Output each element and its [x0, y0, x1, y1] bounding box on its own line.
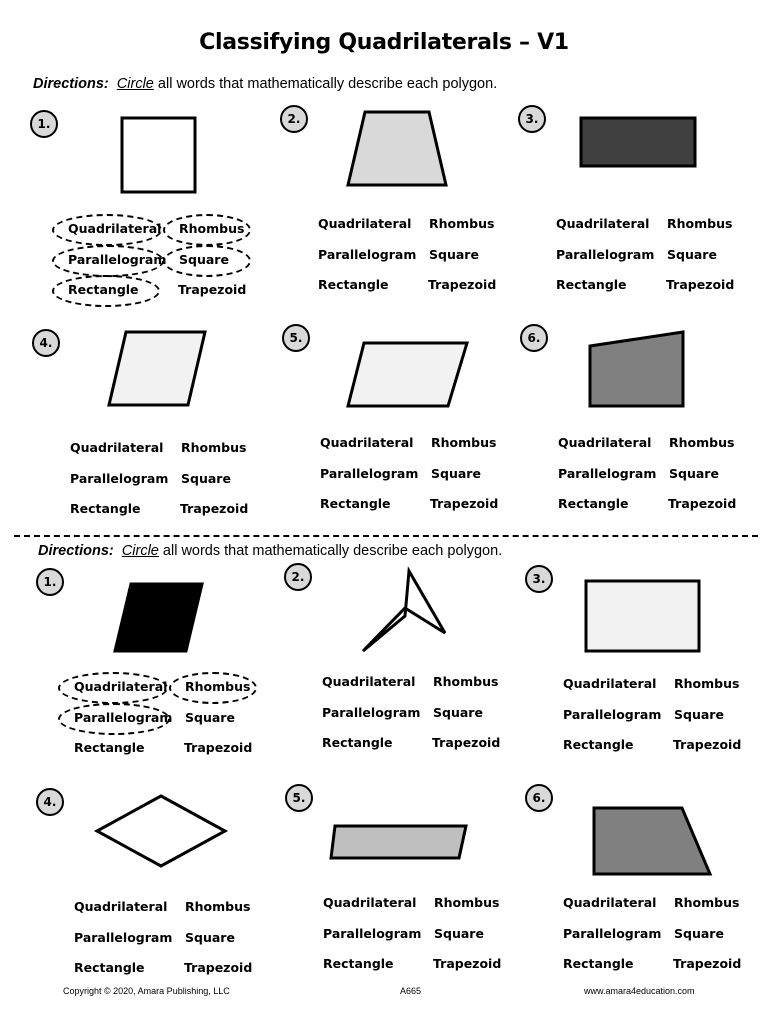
problem-item — [525, 784, 768, 1009]
option-parallelogram[interactable]: Parallelogram — [563, 707, 662, 722]
option-rhombus[interactable]: Rhombus — [667, 216, 733, 231]
circled-answer-oval — [52, 245, 167, 277]
option-trapezoid[interactable]: Trapezoid — [673, 956, 742, 971]
option-rectangle[interactable]: Rectangle — [558, 496, 629, 511]
option-rhombus[interactable]: Rhombus — [434, 895, 500, 910]
circled-answer-oval — [163, 245, 251, 277]
option-trapezoid[interactable]: Trapezoid — [178, 282, 247, 297]
directions-label: Directions: — [38, 543, 114, 559]
option-square[interactable]: Square — [429, 247, 479, 262]
option-trapezoid[interactable]: Trapezoid — [184, 740, 253, 755]
option-quadrilateral[interactable]: Quadrilateral — [558, 435, 652, 450]
square-shape — [116, 112, 202, 198]
circled-answer-oval — [163, 214, 251, 246]
option-rhombus[interactable]: Rhombus — [179, 221, 245, 236]
option-rhombus[interactable]: Rhombus — [185, 679, 251, 694]
option-parallelogram[interactable]: Parallelogram — [322, 705, 421, 720]
option-quadrilateral[interactable]: Quadrilateral — [74, 899, 168, 914]
option-square[interactable]: Square — [669, 466, 719, 481]
option-rhombus[interactable]: Rhombus — [674, 895, 740, 910]
option-square[interactable]: Square — [433, 705, 483, 720]
option-rectangle[interactable]: Rectangle — [74, 960, 145, 975]
option-square[interactable]: Square — [674, 926, 724, 941]
rectangle-shape — [580, 576, 706, 657]
parallelogram-shape — [326, 820, 472, 864]
option-quadrilateral[interactable]: Quadrilateral — [563, 895, 657, 910]
problem-item — [525, 565, 768, 790]
problem-item — [520, 324, 768, 549]
footer-code: A665 — [400, 986, 422, 996]
problem-item — [282, 324, 532, 549]
problem-number: 6. — [520, 324, 548, 352]
option-parallelogram[interactable]: Parallelogram — [74, 710, 173, 725]
option-quadrilateral[interactable]: Quadrilateral — [70, 440, 164, 455]
circled-answer-oval — [169, 672, 257, 704]
option-parallelogram[interactable]: Parallelogram — [74, 930, 173, 945]
option-parallelogram[interactable]: Parallelogram — [318, 247, 417, 262]
option-rhombus[interactable]: Rhombus — [433, 674, 499, 689]
option-parallelogram[interactable]: Parallelogram — [70, 471, 169, 486]
option-parallelogram[interactable]: Parallelogram — [563, 926, 662, 941]
directions-top — [33, 76, 497, 92]
option-rhombus[interactable]: Rhombus — [431, 435, 497, 450]
problem-item — [30, 110, 280, 335]
option-quadrilateral[interactable]: Quadrilateral — [74, 679, 168, 694]
parallelogram-shape — [104, 327, 212, 411]
option-square[interactable]: Square — [185, 710, 235, 725]
option-rectangle[interactable]: Rectangle — [563, 737, 634, 752]
option-trapezoid[interactable]: Trapezoid — [184, 960, 253, 975]
option-parallelogram[interactable]: Parallelogram — [558, 466, 657, 481]
right-trapezoid-shape — [584, 326, 690, 412]
problem-item — [284, 563, 534, 788]
option-square[interactable]: Square — [674, 707, 724, 722]
option-rhombus[interactable]: Rhombus — [669, 435, 735, 450]
option-square[interactable]: Square — [179, 252, 229, 267]
problem-number: 2. — [280, 105, 308, 133]
option-square[interactable]: Square — [434, 926, 484, 941]
option-rectangle[interactable]: Rectangle — [68, 282, 139, 297]
problem-number: 4. — [36, 788, 64, 816]
directions-label: Directions: — [33, 76, 109, 92]
footer-copyright: Copyright © 2020, Amara Publishing, LLC — [63, 986, 230, 996]
footer-website: www.amara4education.com — [584, 986, 695, 996]
problem-number: 5. — [282, 324, 310, 352]
option-quadrilateral[interactable]: Quadrilateral — [68, 221, 162, 236]
option-rectangle[interactable]: Rectangle — [556, 277, 627, 292]
problem-number: 3. — [525, 565, 553, 593]
problem-item — [36, 788, 286, 1013]
problem-number: 2. — [284, 563, 312, 591]
option-trapezoid[interactable]: Trapezoid — [666, 277, 735, 292]
option-quadrilateral[interactable]: Quadrilateral — [563, 676, 657, 691]
directions-circle: Circle — [116, 76, 154, 92]
circled-answer-oval — [52, 275, 160, 307]
option-square[interactable]: Square — [185, 930, 235, 945]
option-quadrilateral[interactable]: Quadrilateral — [323, 895, 417, 910]
directions-text: all words that mathematically describe each polygon. — [157, 76, 498, 92]
option-trapezoid[interactable]: Trapezoid — [433, 956, 502, 971]
option-parallelogram[interactable]: Parallelogram — [556, 247, 655, 262]
rhombus-shape — [91, 790, 231, 872]
circled-answer-oval — [58, 703, 173, 735]
option-square[interactable]: Square — [181, 471, 231, 486]
problem-number: 5. — [285, 784, 313, 812]
problem-item — [32, 329, 282, 554]
option-rhombus[interactable]: Rhombus — [185, 899, 251, 914]
problem-number: 3. — [518, 105, 546, 133]
page-title: Classifying Quadrilaterals – V1 — [199, 30, 569, 55]
option-rhombus[interactable]: Rhombus — [181, 440, 247, 455]
problem-number: 6. — [525, 784, 553, 812]
option-parallelogram[interactable]: Parallelogram — [320, 466, 419, 481]
option-parallelogram[interactable]: Parallelogram — [68, 252, 167, 267]
option-parallelogram[interactable]: Parallelogram — [323, 926, 422, 941]
option-rectangle[interactable]: Rectangle — [322, 735, 393, 750]
option-trapezoid[interactable]: Trapezoid — [432, 735, 501, 750]
directions-text: all words that mathematically describe each polygon. — [162, 543, 503, 559]
option-quadrilateral[interactable]: Quadrilateral — [556, 216, 650, 231]
rectangle-shape — [576, 113, 701, 173]
option-square[interactable]: Square — [431, 466, 481, 481]
option-quadrilateral[interactable]: Quadrilateral — [320, 435, 414, 450]
problem-item — [518, 105, 768, 330]
option-trapezoid[interactable]: Trapezoid — [668, 496, 737, 511]
option-quadrilateral[interactable]: Quadrilateral — [322, 674, 416, 689]
option-square[interactable]: Square — [667, 247, 717, 262]
problem-number: 1. — [36, 568, 64, 596]
trapezoid-shape — [588, 802, 716, 880]
option-trapezoid[interactable]: Trapezoid — [180, 501, 249, 516]
problem-item — [285, 784, 535, 1009]
option-trapezoid[interactable]: Trapezoid — [673, 737, 742, 752]
option-rectangle[interactable]: Rectangle — [320, 496, 391, 511]
circled-answer-oval — [52, 214, 162, 246]
option-trapezoid[interactable]: Trapezoid — [428, 277, 497, 292]
concave-quadrilateral-shape — [355, 565, 453, 658]
option-rectangle[interactable]: Rectangle — [74, 740, 145, 755]
problem-item — [280, 105, 530, 330]
trapezoid-shape — [342, 107, 452, 191]
option-rhombus[interactable]: Rhombus — [674, 676, 740, 691]
problem-number: 1. — [30, 110, 58, 138]
parallelogram-shape — [110, 578, 208, 658]
directions-circle: Circle — [121, 543, 159, 559]
parallelogram-shape — [343, 337, 473, 411]
option-rectangle[interactable]: Rectangle — [70, 501, 141, 516]
problem-item — [36, 568, 286, 793]
problem-number: 4. — [32, 329, 60, 357]
option-rectangle[interactable]: Rectangle — [563, 956, 634, 971]
option-trapezoid[interactable]: Trapezoid — [430, 496, 499, 511]
option-rectangle[interactable]: Rectangle — [318, 277, 389, 292]
option-rectangle[interactable]: Rectangle — [323, 956, 394, 971]
circled-answer-oval — [58, 672, 168, 704]
option-quadrilateral[interactable]: Quadrilateral — [318, 216, 412, 231]
option-rhombus[interactable]: Rhombus — [429, 216, 495, 231]
